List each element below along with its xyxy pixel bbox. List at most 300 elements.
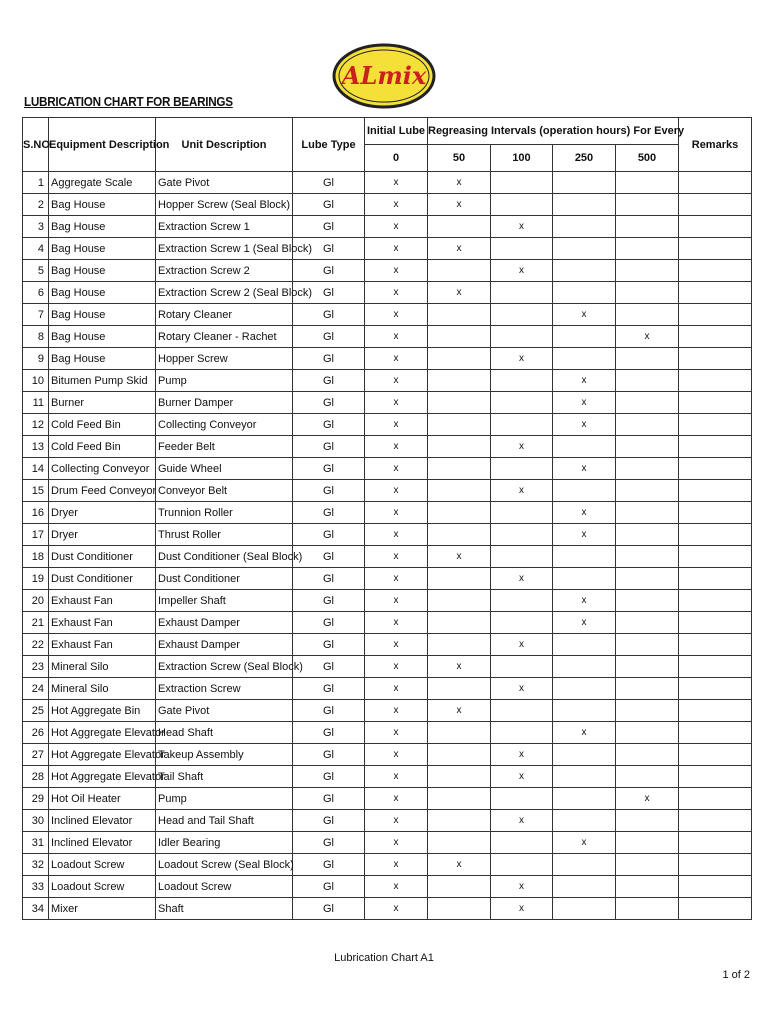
cell-lube-type: Gl: [293, 260, 365, 282]
cell-remarks: [679, 810, 752, 832]
cell-interval-100: [491, 414, 553, 436]
cell-equipment: Bag House: [49, 304, 156, 326]
cell-interval-0: x: [365, 524, 428, 546]
cell-unit: Tail Shaft: [156, 766, 293, 788]
cell-interval-100: [491, 238, 553, 260]
cell-lube-type: Gl: [293, 370, 365, 392]
cell-sno: 22: [23, 634, 49, 656]
cell-interval-250: [553, 260, 616, 282]
cell-interval-50: [428, 304, 491, 326]
cell-lube-type: Gl: [293, 744, 365, 766]
cell-equipment: Hot Aggregate Elevator: [49, 722, 156, 744]
cell-interval-0: x: [365, 744, 428, 766]
cell-interval-100: x: [491, 898, 553, 920]
cell-unit: Takeup Assembly: [156, 744, 293, 766]
cell-sno: 8: [23, 326, 49, 348]
cell-unit: Pump: [156, 370, 293, 392]
cell-lube-type: Gl: [293, 854, 365, 876]
cell-lube-type: Gl: [293, 238, 365, 260]
cell-interval-250: [553, 788, 616, 810]
cell-remarks: [679, 656, 752, 678]
cell-unit: Rotary Cleaner - Rachet: [156, 326, 293, 348]
cell-interval-250: x: [553, 414, 616, 436]
cell-remarks: [679, 458, 752, 480]
cell-lube-type: Gl: [293, 590, 365, 612]
cell-equipment: Bag House: [49, 216, 156, 238]
cell-unit: Gate Pivot: [156, 172, 293, 194]
cell-equipment: Dust Conditioner: [49, 568, 156, 590]
cell-interval-100: x: [491, 568, 553, 590]
cell-unit: Extraction Screw 2: [156, 260, 293, 282]
cell-interval-250: [553, 744, 616, 766]
page-title: LUBRICATION CHART FOR BEARINGS: [24, 94, 233, 109]
cell-unit: Head and Tail Shaft: [156, 810, 293, 832]
cell-interval-100: [491, 524, 553, 546]
cell-interval-0: x: [365, 436, 428, 458]
logo-text: ALmix: [341, 61, 427, 90]
cell-interval-0: x: [365, 810, 428, 832]
header-row-1: [23, 118, 752, 145]
cell-sno: 23: [23, 656, 49, 678]
cell-lube-type: Gl: [293, 546, 365, 568]
cell-interval-250: x: [553, 370, 616, 392]
cell-equipment: Mineral Silo: [49, 656, 156, 678]
cell-remarks: [679, 282, 752, 304]
cell-interval-100: x: [491, 810, 553, 832]
cell-equipment: Hot Oil Heater: [49, 788, 156, 810]
table-row: [23, 216, 752, 238]
cell-interval-50: [428, 392, 491, 414]
cell-interval-100: x: [491, 348, 553, 370]
cell-interval-250: [553, 656, 616, 678]
footer-label: Lubrication Chart A1: [334, 952, 434, 964]
cell-remarks: [679, 612, 752, 634]
cell-sno: 33: [23, 876, 49, 898]
cell-equipment: Mineral Silo: [49, 678, 156, 700]
cell-interval-500: [616, 898, 679, 920]
cell-unit: Guide Wheel: [156, 458, 293, 480]
cell-interval-250: x: [553, 722, 616, 744]
cell-interval-0: x: [365, 194, 428, 216]
table-row: [23, 546, 752, 568]
cell-remarks: [679, 238, 752, 260]
cell-remarks: [679, 876, 752, 898]
cell-interval-250: [553, 194, 616, 216]
cell-equipment: Bag House: [49, 282, 156, 304]
cell-lube-type: Gl: [293, 810, 365, 832]
cell-remarks: [679, 766, 752, 788]
table-row: [23, 678, 752, 700]
cell-interval-0: x: [365, 766, 428, 788]
cell-sno: 34: [23, 898, 49, 920]
cell-interval-50: [428, 722, 491, 744]
cell-sno: 17: [23, 524, 49, 546]
cell-interval-500: x: [616, 326, 679, 348]
cell-interval-0: x: [365, 326, 428, 348]
cell-interval-500: [616, 876, 679, 898]
cell-interval-500: [616, 436, 679, 458]
cell-sno: 32: [23, 854, 49, 876]
header-remarks: Remarks: [679, 118, 752, 172]
cell-unit: Extraction Screw 1 (Seal Block): [156, 238, 293, 260]
cell-remarks: [679, 370, 752, 392]
cell-interval-100: [491, 590, 553, 612]
cell-lube-type: Gl: [293, 898, 365, 920]
cell-lube-type: Gl: [293, 414, 365, 436]
cell-equipment: Hot Aggregate Bin: [49, 700, 156, 722]
header-interval-250: 250: [553, 145, 616, 172]
cell-sno: 15: [23, 480, 49, 502]
cell-interval-50: x: [428, 854, 491, 876]
cell-interval-0: x: [365, 348, 428, 370]
table-row: [23, 414, 752, 436]
cell-lube-type: Gl: [293, 612, 365, 634]
cell-remarks: [679, 304, 752, 326]
cell-remarks: [679, 788, 752, 810]
cell-interval-500: [616, 348, 679, 370]
cell-interval-500: [616, 612, 679, 634]
cell-interval-100: [491, 832, 553, 854]
cell-unit: Hopper Screw: [156, 348, 293, 370]
cell-remarks: [679, 898, 752, 920]
table-row: [23, 898, 752, 920]
table-row: [23, 634, 752, 656]
cell-remarks: [679, 260, 752, 282]
cell-interval-100: [491, 788, 553, 810]
cell-remarks: [679, 348, 752, 370]
cell-interval-500: [616, 524, 679, 546]
cell-interval-250: [553, 480, 616, 502]
header-initial-lube: Initial Lube: [365, 118, 428, 145]
cell-unit: Rotary Cleaner: [156, 304, 293, 326]
cell-interval-50: [428, 502, 491, 524]
cell-unit: Extraction Screw 2 (Seal Block): [156, 282, 293, 304]
cell-interval-50: [428, 524, 491, 546]
header-lube-type: Lube Type: [293, 118, 365, 172]
cell-interval-100: x: [491, 766, 553, 788]
cell-interval-0: x: [365, 898, 428, 920]
cell-sno: 16: [23, 502, 49, 524]
cell-sno: 4: [23, 238, 49, 260]
cell-interval-100: [491, 546, 553, 568]
cell-interval-0: x: [365, 238, 428, 260]
cell-sno: 3: [23, 216, 49, 238]
cell-interval-50: [428, 634, 491, 656]
cell-interval-100: x: [491, 678, 553, 700]
header-interval-50: 50: [428, 145, 491, 172]
cell-interval-50: [428, 590, 491, 612]
cell-remarks: [679, 216, 752, 238]
cell-sno: 21: [23, 612, 49, 634]
cell-lube-type: Gl: [293, 480, 365, 502]
cell-interval-250: [553, 436, 616, 458]
cell-interval-50: [428, 436, 491, 458]
table-row: [23, 348, 752, 370]
cell-interval-500: [616, 590, 679, 612]
cell-sno: 29: [23, 788, 49, 810]
cell-equipment: Exhaust Fan: [49, 634, 156, 656]
cell-interval-50: [428, 348, 491, 370]
cell-lube-type: Gl: [293, 656, 365, 678]
cell-interval-500: [616, 854, 679, 876]
cell-unit: Trunnion Roller: [156, 502, 293, 524]
cell-interval-50: x: [428, 656, 491, 678]
cell-sno: 30: [23, 810, 49, 832]
table-row: [23, 722, 752, 744]
table-row: [23, 524, 752, 546]
cell-equipment: Bag House: [49, 326, 156, 348]
cell-equipment: Burner: [49, 392, 156, 414]
cell-sno: 10: [23, 370, 49, 392]
cell-remarks: [679, 854, 752, 876]
cell-interval-0: x: [365, 502, 428, 524]
cell-interval-250: x: [553, 458, 616, 480]
cell-unit: Shaft: [156, 898, 293, 920]
cell-lube-type: Gl: [293, 304, 365, 326]
table-row: [23, 810, 752, 832]
cell-unit: Head Shaft: [156, 722, 293, 744]
cell-lube-type: Gl: [293, 326, 365, 348]
cell-interval-0: x: [365, 370, 428, 392]
cell-unit: Burner Damper: [156, 392, 293, 414]
cell-interval-500: [616, 722, 679, 744]
cell-unit: Loadout Screw (Seal Block): [156, 854, 293, 876]
cell-remarks: [679, 568, 752, 590]
cell-remarks: [679, 744, 752, 766]
cell-interval-250: x: [553, 524, 616, 546]
header-interval-0: 0: [365, 145, 428, 172]
cell-interval-100: x: [491, 260, 553, 282]
cell-interval-100: x: [491, 634, 553, 656]
cell-remarks: [679, 634, 752, 656]
cell-interval-250: [553, 172, 616, 194]
cell-interval-500: [616, 568, 679, 590]
cell-interval-0: x: [365, 392, 428, 414]
cell-interval-250: [553, 678, 616, 700]
cell-interval-0: x: [365, 260, 428, 282]
cell-interval-50: [428, 480, 491, 502]
cell-interval-500: [616, 656, 679, 678]
cell-interval-250: [553, 898, 616, 920]
table-row: [23, 436, 752, 458]
cell-interval-500: x: [616, 788, 679, 810]
cell-lube-type: Gl: [293, 524, 365, 546]
cell-equipment: Cold Feed Bin: [49, 436, 156, 458]
cell-interval-250: x: [553, 612, 616, 634]
cell-interval-100: [491, 854, 553, 876]
cell-interval-250: [553, 238, 616, 260]
cell-interval-500: [616, 744, 679, 766]
cell-sno: 9: [23, 348, 49, 370]
cell-remarks: [679, 502, 752, 524]
cell-equipment: Hot Aggregate Elevator: [49, 766, 156, 788]
cell-unit: Impeller Shaft: [156, 590, 293, 612]
cell-interval-100: [491, 700, 553, 722]
cell-interval-50: [428, 876, 491, 898]
cell-unit: Feeder Belt: [156, 436, 293, 458]
cell-lube-type: Gl: [293, 832, 365, 854]
cell-interval-500: [616, 546, 679, 568]
cell-interval-250: [553, 700, 616, 722]
cell-equipment: Bag House: [49, 238, 156, 260]
cell-interval-250: [553, 634, 616, 656]
cell-unit: Exhaust Damper: [156, 612, 293, 634]
cell-sno: 7: [23, 304, 49, 326]
cell-lube-type: Gl: [293, 568, 365, 590]
cell-interval-50: [428, 744, 491, 766]
cell-remarks: [679, 436, 752, 458]
cell-sno: 11: [23, 392, 49, 414]
table-row: [23, 480, 752, 502]
cell-interval-500: [616, 282, 679, 304]
cell-interval-500: [616, 216, 679, 238]
cell-sno: 20: [23, 590, 49, 612]
cell-interval-50: [428, 370, 491, 392]
cell-interval-100: x: [491, 436, 553, 458]
cell-sno: 5: [23, 260, 49, 282]
cell-interval-100: [491, 502, 553, 524]
table-row: [23, 590, 752, 612]
cell-interval-100: [491, 194, 553, 216]
cell-interval-0: x: [365, 304, 428, 326]
cell-interval-100: [491, 458, 553, 480]
cell-unit: Gate Pivot: [156, 700, 293, 722]
cell-equipment: Mixer: [49, 898, 156, 920]
cell-interval-50: [428, 414, 491, 436]
cell-interval-250: x: [553, 502, 616, 524]
cell-interval-500: [616, 766, 679, 788]
cell-equipment: Dryer: [49, 502, 156, 524]
cell-interval-50: [428, 612, 491, 634]
cell-lube-type: Gl: [293, 282, 365, 304]
table-row: [23, 788, 752, 810]
table-body: [23, 172, 752, 920]
cell-interval-500: [616, 194, 679, 216]
cell-equipment: Bag House: [49, 348, 156, 370]
cell-interval-500: [616, 172, 679, 194]
table-row: [23, 568, 752, 590]
cell-sno: 24: [23, 678, 49, 700]
table-row: [23, 612, 752, 634]
cell-unit: Extraction Screw (Seal Block): [156, 656, 293, 678]
cell-interval-500: [616, 238, 679, 260]
cell-interval-500: [616, 304, 679, 326]
cell-unit: Idler Bearing: [156, 832, 293, 854]
cell-sno: 2: [23, 194, 49, 216]
cell-lube-type: Gl: [293, 634, 365, 656]
cell-lube-type: Gl: [293, 788, 365, 810]
cell-equipment: Drum Feed Conveyor: [49, 480, 156, 502]
cell-interval-250: x: [553, 832, 616, 854]
cell-interval-100: [491, 370, 553, 392]
cell-interval-0: x: [365, 172, 428, 194]
cell-interval-500: [616, 370, 679, 392]
cell-interval-500: [616, 700, 679, 722]
table-row: [23, 766, 752, 788]
cell-lube-type: Gl: [293, 172, 365, 194]
table-row: [23, 260, 752, 282]
header-sno: S.NO: [23, 118, 49, 172]
cell-lube-type: Gl: [293, 436, 365, 458]
cell-equipment: Collecting Conveyor: [49, 458, 156, 480]
table-row: [23, 370, 752, 392]
cell-remarks: [679, 700, 752, 722]
cell-interval-0: x: [365, 854, 428, 876]
cell-interval-50: x: [428, 546, 491, 568]
cell-interval-100: x: [491, 876, 553, 898]
table-row: [23, 744, 752, 766]
cell-sno: 31: [23, 832, 49, 854]
cell-remarks: [679, 392, 752, 414]
cell-interval-500: [616, 810, 679, 832]
cell-remarks: [679, 590, 752, 612]
cell-interval-0: x: [365, 480, 428, 502]
cell-unit: Dust Conditioner: [156, 568, 293, 590]
cell-sno: 28: [23, 766, 49, 788]
cell-interval-50: [428, 458, 491, 480]
cell-lube-type: Gl: [293, 678, 365, 700]
header-interval-100: 100: [491, 145, 553, 172]
cell-equipment: Dust Conditioner: [49, 546, 156, 568]
cell-interval-0: x: [365, 656, 428, 678]
header-unit: Unit Description: [156, 118, 293, 172]
cell-interval-0: x: [365, 458, 428, 480]
cell-interval-50: [428, 260, 491, 282]
lubrication-table: [22, 117, 752, 920]
cell-interval-250: [553, 876, 616, 898]
cell-remarks: [679, 546, 752, 568]
cell-interval-100: [491, 392, 553, 414]
table-row: [23, 326, 752, 348]
cell-interval-0: x: [365, 876, 428, 898]
cell-remarks: [679, 326, 752, 348]
table-row: [23, 876, 752, 898]
cell-interval-100: [491, 722, 553, 744]
cell-interval-100: [491, 304, 553, 326]
cell-lube-type: Gl: [293, 348, 365, 370]
header-interval-500: 500: [616, 145, 679, 172]
table-row: [23, 304, 752, 326]
cell-remarks: [679, 722, 752, 744]
cell-interval-50: x: [428, 700, 491, 722]
cell-sno: 18: [23, 546, 49, 568]
cell-equipment: Exhaust Fan: [49, 612, 156, 634]
cell-remarks: [679, 678, 752, 700]
cell-interval-100: x: [491, 216, 553, 238]
cell-lube-type: Gl: [293, 700, 365, 722]
cell-sno: 27: [23, 744, 49, 766]
cell-lube-type: Gl: [293, 194, 365, 216]
cell-interval-50: x: [428, 172, 491, 194]
cell-interval-0: x: [365, 722, 428, 744]
cell-interval-500: [616, 502, 679, 524]
cell-sno: 14: [23, 458, 49, 480]
cell-interval-0: x: [365, 216, 428, 238]
cell-unit: Exhaust Damper: [156, 634, 293, 656]
cell-equipment: Bag House: [49, 260, 156, 282]
cell-unit: Collecting Conveyor: [156, 414, 293, 436]
cell-unit: Conveyor Belt: [156, 480, 293, 502]
cell-interval-500: [616, 832, 679, 854]
page-number: 1 of 2: [722, 969, 750, 981]
table-row: [23, 656, 752, 678]
cell-interval-500: [616, 634, 679, 656]
cell-interval-500: [616, 414, 679, 436]
table-row: [23, 238, 752, 260]
table-row: [23, 172, 752, 194]
cell-unit: Extraction Screw 1: [156, 216, 293, 238]
cell-interval-50: [428, 810, 491, 832]
